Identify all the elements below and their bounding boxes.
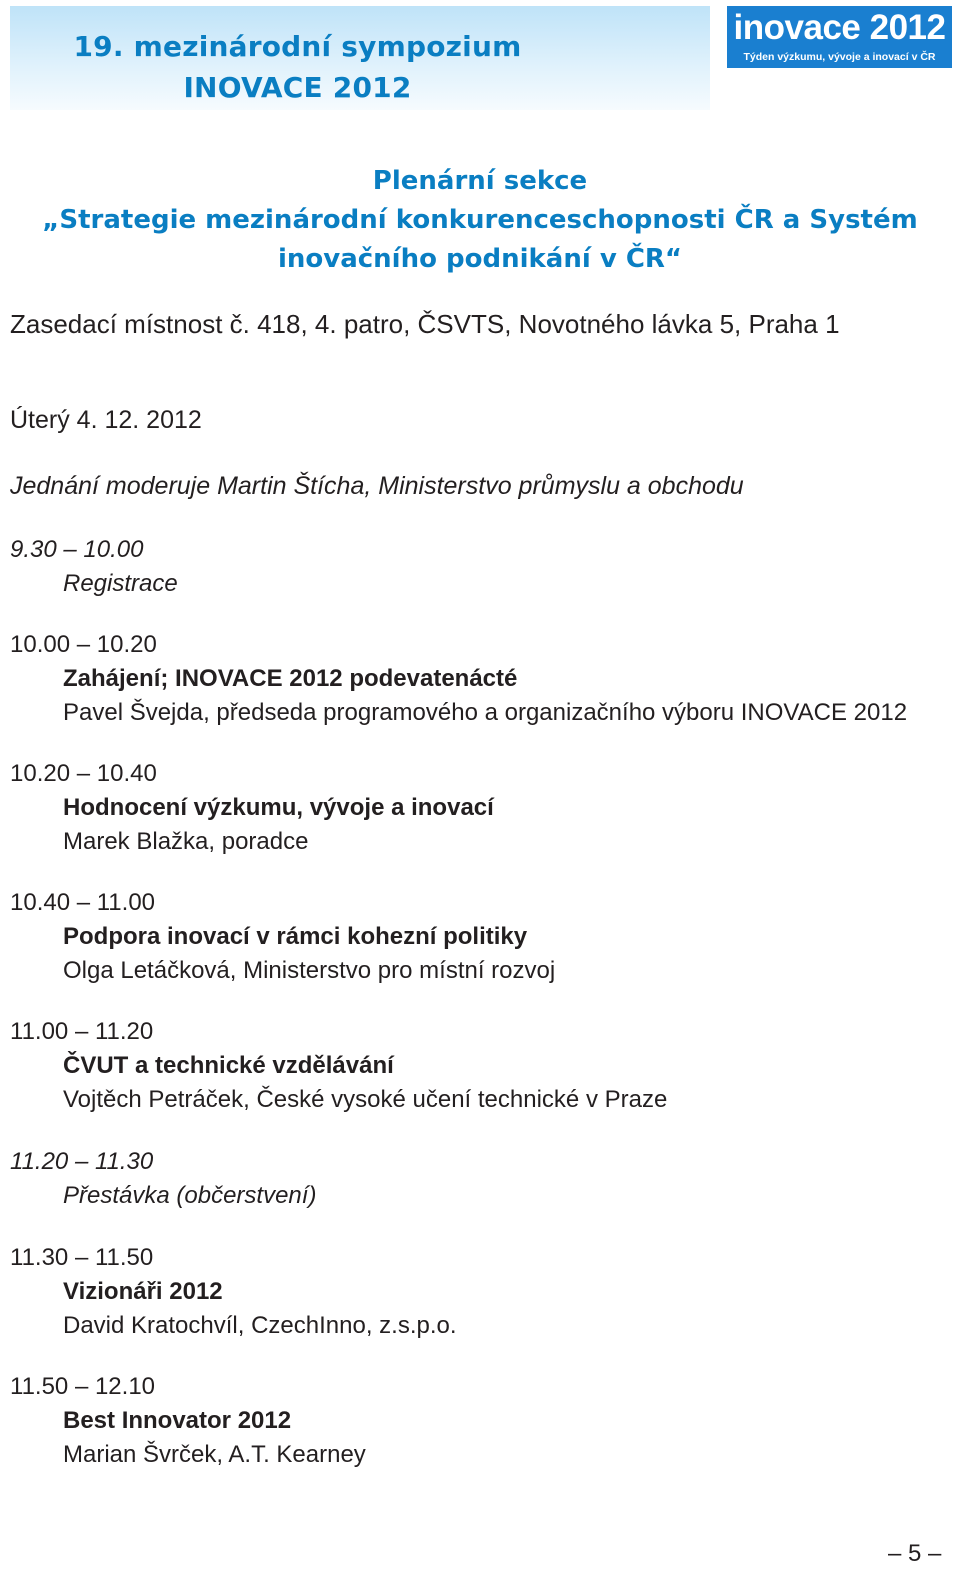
program-speaker: David Kratochvíl, CzechInno, z.s.p.o.: [63, 1312, 457, 1339]
program-item: [10, 1241, 457, 1343]
logo-sub-text: Týden výzkumu, vývoje a inovací v ČR: [743, 51, 936, 63]
program-speaker: Marian Švrček, A.T. Kearney: [63, 1441, 366, 1468]
symposium-title-line2: INOVACE 2012: [183, 71, 412, 104]
section-title: [0, 162, 960, 279]
session-date: Úterý 4. 12. 2012: [10, 406, 202, 434]
section-title-line3: inovačního podnikání v ČR“: [277, 244, 683, 274]
program-item: [10, 1145, 316, 1213]
moderator: Jednání moderuje Martin Štícha, Ministerstvo průmyslu a obchodu: [10, 472, 744, 500]
program-time: 10.00 – 10.20: [10, 631, 157, 658]
program-speaker: Pavel Švejda, předseda programového a organizačního výboru INOVACE 2012: [63, 699, 908, 726]
program-speaker: Vojtěch Petráček, České vysoké učení technické v Praze: [63, 1086, 668, 1113]
program-time: 11.00 – 11.20: [10, 1018, 154, 1045]
program-item: [10, 533, 178, 601]
program-title: Vizionáři 2012: [63, 1278, 223, 1305]
section-title-line1: Plenární sekce: [372, 166, 588, 196]
program-speaker: Marek Blažka, poradce: [63, 828, 309, 855]
venue: Zasedací místnost č. 418, 4. patro, ČSVTS, Novotného lávka 5, Praha 1: [10, 309, 840, 339]
program-title: ČVUT a technické vzdělávání: [63, 1052, 394, 1079]
program-time: 11.50 – 12.10: [10, 1373, 156, 1400]
program-item: [10, 757, 494, 859]
inovace-logo: [727, 6, 952, 68]
program-title: Zahájení; INOVACE 2012 podevatenácté: [63, 665, 518, 692]
logo-main-text: inovace 2012: [733, 8, 946, 47]
program-item: [10, 886, 555, 988]
program-item: [10, 1370, 366, 1472]
program-speaker: Olga Letáčková, Ministerstvo pro místní rozvoj: [63, 957, 556, 984]
page-number: – 5 –: [888, 1540, 942, 1567]
program-time: 10.20 – 10.40: [10, 760, 157, 787]
program-time: 11.20 – 11.30: [10, 1148, 154, 1175]
program-item: [10, 1015, 667, 1117]
program-item: [10, 628, 907, 730]
header-band: [10, 6, 710, 110]
program-title: Best Innovator 2012: [63, 1407, 292, 1434]
program-time: 9.30 – 10.00: [10, 536, 144, 563]
program-title: Hodnocení výzkumu, vývoje a inovací: [63, 794, 494, 821]
program-title: Podpora inovací v rámci kohezní politiky: [63, 923, 528, 950]
symposium-title-line1: 19. mezinárodní sympozium: [73, 30, 522, 63]
program-time: 11.30 – 11.50: [10, 1244, 154, 1271]
program-title: Registrace: [63, 570, 178, 597]
section-title-line2: „Strategie mezinárodní konkurenceschopnosti ČR a Systém: [42, 205, 918, 235]
symposium-title: [10, 26, 585, 108]
program-title: Přestávka (občerstvení): [63, 1182, 317, 1209]
program-time: 10.40 – 11.00: [10, 889, 156, 916]
